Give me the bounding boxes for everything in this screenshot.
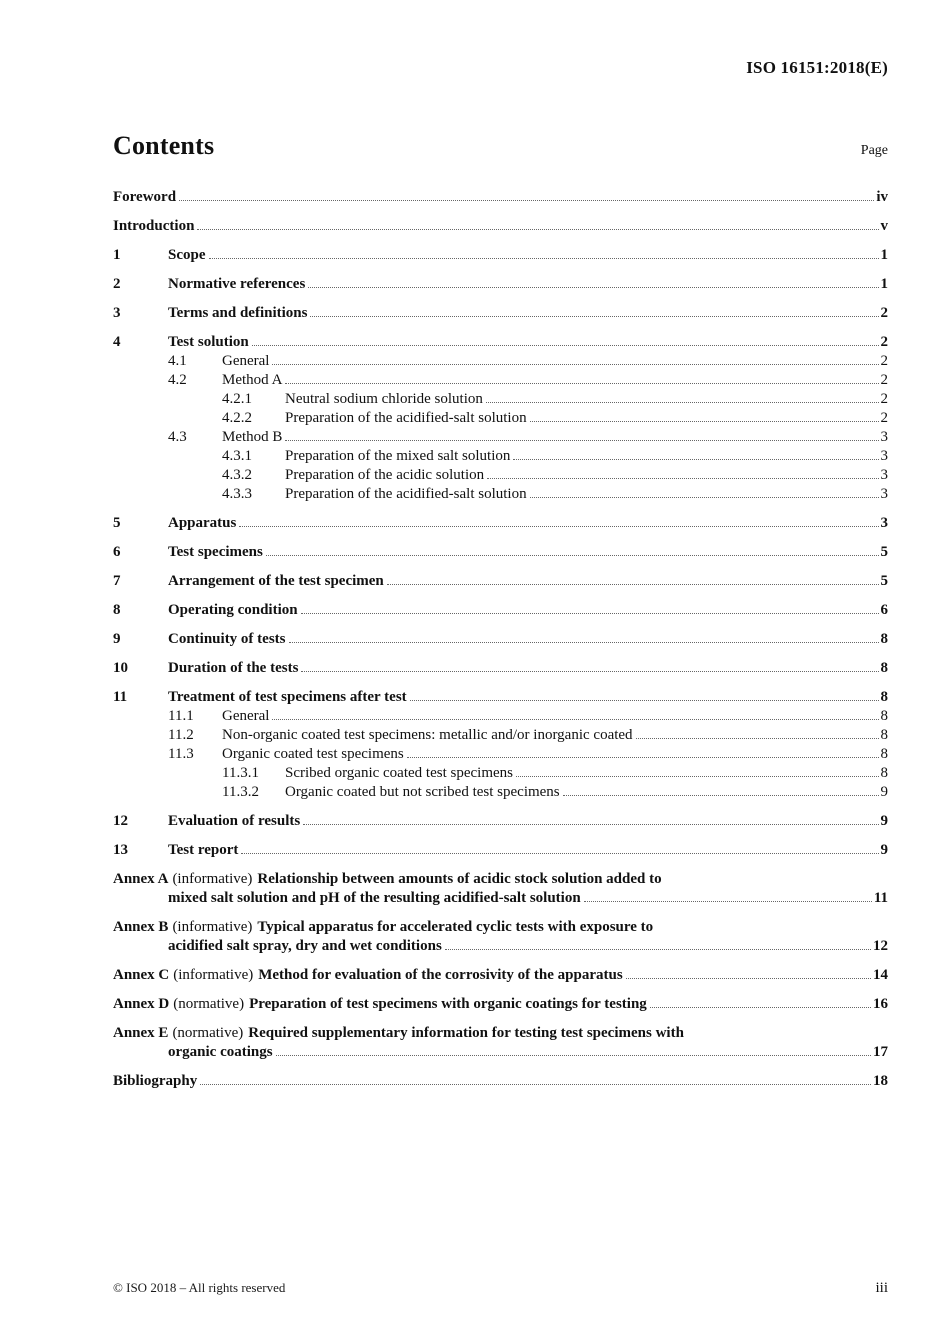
dot-leader	[289, 642, 879, 643]
page-number: 2	[880, 334, 888, 350]
clause-number: 4.3.1	[222, 448, 252, 464]
clause-number: 6	[113, 544, 121, 560]
toc-entry	[113, 304, 888, 323]
annex-title: Preparation of test specimens with organic coatings for testing	[249, 996, 647, 1012]
clause-title: Test specimens	[168, 544, 263, 560]
dot-leader	[387, 584, 879, 585]
page-number: 1	[880, 276, 888, 292]
toc-entry	[113, 428, 888, 447]
toc-entry	[113, 870, 888, 889]
toc-entry	[113, 659, 888, 678]
page-number: 12	[873, 938, 888, 954]
page-number: 3	[880, 467, 888, 483]
toc-entry	[113, 918, 888, 937]
clause-title: Test solution	[168, 334, 249, 350]
page-number: 18	[873, 1073, 888, 1089]
clause-number: 4.3.2	[222, 467, 252, 483]
clause-title: Duration of the tests	[168, 660, 299, 676]
clause-number: 4	[113, 334, 121, 350]
toc-entry	[113, 485, 888, 504]
clause-title: Foreword	[113, 189, 177, 205]
toc-entry	[113, 390, 888, 409]
annex-qualifier: (informative)	[172, 871, 253, 887]
dot-leader	[310, 316, 878, 317]
toc-entry	[113, 514, 888, 533]
clause-number: 1	[113, 247, 121, 263]
toc-entry	[113, 707, 888, 726]
page-number: 2	[880, 353, 888, 369]
dot-leader	[486, 402, 879, 403]
clause-number: 11.3.1	[222, 765, 259, 781]
page-number: 3	[880, 429, 888, 445]
clause-number: 13	[113, 842, 128, 858]
page-number: 9	[880, 842, 888, 858]
clause-title: Bibliography	[113, 1073, 198, 1089]
clause-title: Preparation of the acidified-salt solution	[285, 410, 527, 426]
clause-number: 4.3	[168, 429, 187, 445]
dot-leader	[530, 421, 879, 422]
clause-title: Method A	[222, 372, 283, 388]
clause-number: 7	[113, 573, 121, 589]
page-number: 5	[880, 544, 888, 560]
clause-title: Organic coated test specimens	[222, 746, 404, 762]
dot-leader	[276, 1055, 871, 1056]
document-code: ISO 16151:2018(E)	[746, 58, 888, 77]
clause-title: Arrangement of the test specimen	[168, 573, 384, 589]
contents-section	[113, 131, 888, 1091]
dot-leader	[266, 555, 879, 556]
dot-leader	[301, 613, 879, 614]
toc-entry	[113, 995, 888, 1014]
page-number: 2	[880, 391, 888, 407]
clause-title: Evaluation of results	[168, 813, 301, 829]
dot-leader	[636, 738, 879, 739]
annex-qualifier: (normative)	[172, 1025, 244, 1041]
dot-leader	[272, 364, 878, 365]
clause-title: Continuity of tests	[168, 631, 286, 647]
contents-title: Contents	[113, 131, 215, 160]
annex-title-continued: organic coatings	[168, 1044, 273, 1060]
clause-title: Scope	[168, 247, 206, 263]
dot-leader	[285, 440, 878, 441]
toc-entry	[113, 543, 888, 562]
clause-title: Neutral sodium chloride solution	[285, 391, 483, 407]
clause-title: Organic coated but not scribed test specimens	[285, 784, 560, 800]
toc-entry	[113, 246, 888, 265]
toc-list	[113, 188, 888, 1091]
dot-leader	[239, 526, 878, 527]
dot-leader	[650, 1007, 871, 1008]
clause-title: Preparation of the mixed salt solution	[285, 448, 511, 464]
toc-entry	[113, 726, 888, 745]
clause-number: 8	[113, 602, 121, 618]
contents-header	[113, 131, 888, 161]
annex-title: Relationship between amounts of acidic stock solution added to	[257, 871, 662, 887]
toc-entry	[113, 188, 888, 207]
page-column-label: Page	[860, 143, 888, 158]
dot-leader	[445, 949, 871, 950]
annex-qualifier: (informative)	[172, 919, 253, 935]
clause-number: 10	[113, 660, 128, 676]
copyright-notice: © ISO 2018 – All rights reserved	[113, 1280, 286, 1295]
page-number: 8	[880, 727, 888, 743]
clause-title: General	[222, 708, 270, 724]
toc-entry	[113, 783, 888, 802]
clause-number: 2	[113, 276, 121, 292]
page-number: 2	[880, 410, 888, 426]
page-footer	[113, 1280, 888, 1297]
toc-entry	[113, 630, 888, 649]
dot-leader	[303, 824, 878, 825]
clause-number: 4.1	[168, 353, 187, 369]
clause-number: 4.2.2	[222, 410, 252, 426]
dot-leader	[410, 700, 879, 701]
page-number: 3	[880, 486, 888, 502]
annex-label: Annex E	[113, 1025, 169, 1041]
dot-leader	[487, 478, 878, 479]
dot-leader	[563, 795, 879, 796]
annex-title-continued: acidified salt spray, dry and wet conditions	[168, 938, 442, 954]
page-number: 8	[880, 708, 888, 724]
clause-number: 3	[113, 305, 121, 321]
clause-title: Normative references	[168, 276, 306, 292]
clause-title: General	[222, 353, 270, 369]
annex-qualifier: (informative)	[173, 967, 254, 983]
page-number: 5	[880, 573, 888, 589]
toc-entry	[113, 764, 888, 783]
annex-label: Annex D	[113, 996, 170, 1012]
clause-title: Introduction	[113, 218, 195, 234]
page-number: 3	[880, 448, 888, 464]
page-number: 16	[873, 996, 888, 1012]
annex-title: Method for evaluation of the corrosivity of the apparatus	[258, 967, 623, 983]
dot-leader	[301, 671, 878, 672]
page-number: 2	[880, 305, 888, 321]
toc-entry	[113, 409, 888, 428]
annex-label: Annex B	[113, 919, 169, 935]
clause-title: Terms and definitions	[168, 305, 308, 321]
clause-number: 11.3	[168, 746, 194, 762]
annex-title-continued: mixed salt solution and pH of the resulting acidified-salt solution	[168, 890, 581, 906]
page-number: 3	[880, 515, 888, 531]
toc-entry	[113, 812, 888, 831]
dot-leader	[209, 258, 879, 259]
annex-title: Typical apparatus for accelerated cyclic tests with exposure to	[257, 919, 654, 935]
clause-number: 4.2	[168, 372, 187, 388]
dot-leader	[272, 719, 878, 720]
dot-leader	[200, 1084, 871, 1085]
dot-leader	[530, 497, 879, 498]
page-number: 17	[873, 1044, 888, 1060]
toc-entry	[113, 333, 888, 352]
clause-number: 4.2.1	[222, 391, 252, 407]
toc-entry	[113, 966, 888, 985]
toc-entry	[113, 688, 888, 707]
toc-entry	[113, 371, 888, 390]
toc-entry-continuation	[113, 889, 888, 908]
dot-leader	[626, 978, 871, 979]
clause-number: 5	[113, 515, 121, 531]
clause-title: Non-organic coated test specimens: metallic and/or inorganic coated	[222, 727, 633, 743]
dot-leader	[179, 200, 874, 201]
dot-leader	[241, 853, 878, 854]
toc-entry	[113, 841, 888, 860]
clause-number: 4.3.3	[222, 486, 252, 502]
dot-leader	[513, 459, 878, 460]
clause-title: Preparation of the acidic solution	[285, 467, 485, 483]
page-number: 11	[873, 890, 888, 906]
clause-title: Preparation of the acidified-salt solution	[285, 486, 527, 502]
page-number: iv	[876, 189, 888, 205]
clause-title: Operating condition	[168, 602, 298, 618]
clause-number: 11.1	[168, 708, 194, 724]
dot-leader	[407, 757, 879, 758]
folio-page-number: iii	[875, 1280, 888, 1296]
dot-leader	[308, 287, 878, 288]
toc-entry	[113, 601, 888, 620]
toc-entry-continuation	[113, 937, 888, 956]
page-number: 6	[880, 602, 888, 618]
clause-number: 11	[113, 689, 128, 705]
toc-entry	[113, 745, 888, 764]
dot-leader	[285, 383, 878, 384]
annex-title: Required supplementary information for testing test specimens with	[248, 1025, 684, 1041]
page-number: 9	[880, 813, 888, 829]
clause-title: Method B	[222, 429, 283, 445]
page-number: 1	[880, 247, 888, 263]
toc-entry	[113, 1024, 888, 1043]
toc-entry	[113, 275, 888, 294]
clause-title: Scribed organic coated test specimens	[285, 765, 513, 781]
toc-entry-continuation	[113, 1043, 888, 1062]
clause-title: Apparatus	[168, 515, 237, 531]
toc-entry	[113, 572, 888, 591]
dot-leader	[197, 229, 878, 230]
clause-number: 11.3.2	[222, 784, 259, 800]
page-number: 2	[880, 372, 888, 388]
page-number: 8	[880, 660, 888, 676]
dot-leader	[516, 776, 879, 777]
page-number: 8	[880, 746, 888, 762]
page-number: 14	[873, 967, 888, 983]
page-number: 8	[880, 689, 888, 705]
clause-number: 12	[113, 813, 128, 829]
toc-entry	[113, 1072, 888, 1091]
annex-qualifier: (normative)	[173, 996, 245, 1012]
clause-title: Treatment of test specimens after test	[168, 689, 407, 705]
dot-leader	[252, 345, 879, 346]
clause-number: 11.2	[168, 727, 194, 743]
toc-entry	[113, 466, 888, 485]
page-number: v	[880, 218, 888, 234]
annex-label: Annex A	[113, 871, 169, 887]
dot-leader	[584, 901, 872, 902]
toc-entry	[113, 217, 888, 236]
page-number: 9	[880, 784, 888, 800]
annex-label: Annex C	[113, 967, 170, 983]
toc-entry	[113, 352, 888, 371]
clause-number: 9	[113, 631, 121, 647]
page-number: 8	[880, 631, 888, 647]
toc-entry	[113, 447, 888, 466]
clause-title: Test report	[168, 842, 239, 858]
page-number: 8	[880, 765, 888, 781]
